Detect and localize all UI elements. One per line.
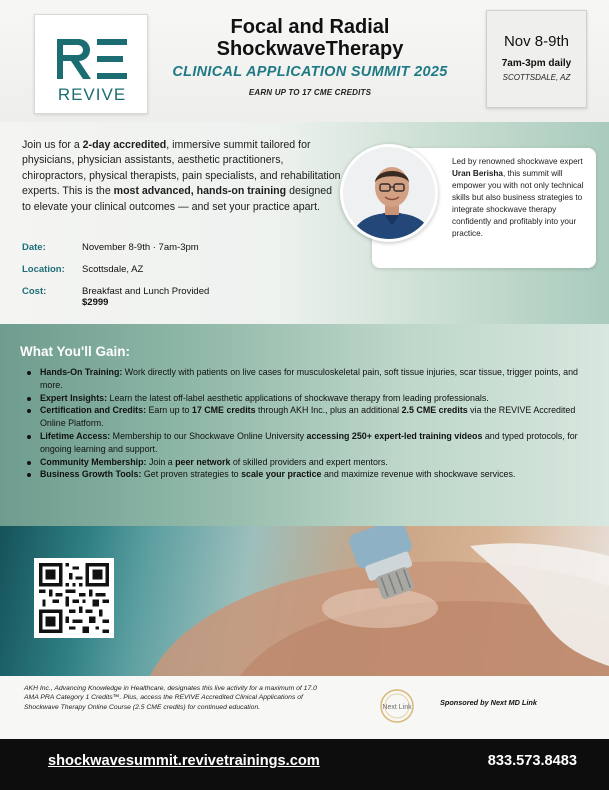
event-time: 7am-3pm daily: [501, 58, 572, 69]
gain-bold: 2.5 CME credits: [401, 405, 468, 416]
cme-credits-note: EARN UP TO 17 CME CREDITS: [248, 88, 372, 97]
quote-text-1: Led by renowned shockwave expert: [452, 157, 583, 166]
intro-section: [0, 122, 609, 324]
intro-text-3: designed to elevate your clinical outcomes — and set your practice apart.: [22, 185, 333, 213]
gains-title: What You'll Gain:: [20, 344, 130, 359]
gain-item-lifetime: [26, 430, 586, 456]
gain-text: Membership to our Shockwave Online University: [110, 430, 307, 441]
quote-text-2: , this summit will empower you with not only technical skills but also business strategies to integrate shockwave therapy confidently and profitably into your practice.: [452, 169, 584, 238]
gain-text: Learn the latest off-label aesthetic applications of shockwave therapy from leading professionals.: [107, 392, 489, 403]
revive-logo: [34, 14, 148, 114]
gain-text: and typed protocols, for ongoing learning and support.: [40, 430, 578, 454]
bullet-icon: [27, 435, 31, 439]
portrait-photo: [340, 144, 438, 242]
gain-item-community: [26, 456, 586, 469]
cost-includes: Breakfast and Lunch Provided: [82, 286, 210, 297]
treatment-photo: [0, 526, 609, 676]
bullet-icon: [27, 409, 31, 413]
gain-item-certification: [26, 404, 586, 430]
title-block: [160, 16, 460, 97]
gain-item-hands-on: [26, 366, 586, 392]
speaker-quote: [452, 156, 592, 240]
website-link[interactable]: shockwavesummit.revivetrainings.com: [48, 753, 320, 769]
cost-price: $2999: [82, 297, 109, 308]
phone-number[interactable]: 833.573.8483: [487, 753, 577, 769]
revive-logo-icon: [55, 37, 129, 81]
bullet-icon: [27, 397, 31, 401]
cost-value: [82, 286, 209, 308]
event-location: SCOTTSDALE, AZ: [502, 73, 571, 82]
gain-lead: Business Growth Tools:: [40, 469, 142, 480]
gain-text: via the REVIVE Accredited Online Platform.: [40, 405, 576, 429]
intro-bold-1: 2-day accredited: [82, 139, 167, 151]
page-title-line2: ShockwaveTherapy: [216, 38, 404, 60]
qr-code-pattern: [39, 563, 109, 633]
gain-text: of skilled providers and expert mentors.: [230, 456, 388, 467]
nml-logo-text: Next Link: [382, 704, 412, 711]
next-md-link-logo-icon: [366, 688, 428, 724]
gain-text: and maximize revenue with shockwave services.: [321, 469, 516, 480]
gain-text: Join a: [146, 456, 176, 467]
intro-text-2: , immersive summit tailored for physicians, physician assistants, aesthetic practitioners, chiropractors, physical therapists, pain specialists, and rehabilitation experts. This is the: [22, 139, 341, 198]
date-label: Date:: [22, 242, 46, 253]
gains-section: [0, 324, 609, 526]
sponsor-text: Sponsored by Next MD Link: [440, 698, 537, 707]
event-date-box: [486, 10, 587, 108]
gain-item-business: [26, 468, 586, 481]
gain-text: Get proven strategies to: [141, 469, 242, 480]
intro-bold-2: most advanced, hands-on training: [113, 185, 287, 198]
location-value: Scottsdale, AZ: [82, 264, 144, 275]
gain-lead: Community Membership:: [40, 456, 147, 467]
cost-label: Cost:: [22, 286, 47, 297]
accreditation-section: [0, 676, 609, 739]
gain-lead: Certification and Credits:: [40, 405, 147, 416]
accreditation-note: AKH Inc., Advancing Knowledge in Healthcare, designates this live activity for a maximum of 17.0 AMA PRA Category 1 Credits™. Plus, access the REVIVE Accredited Clinical Applications of Shockwave Therapy Online Course (2.5 CME credits) for continued education.: [24, 685, 317, 711]
gain-item-expert: [26, 392, 586, 405]
speaker-name: Uran Berisha: [452, 169, 503, 178]
gain-lead: Lifetime Access:: [40, 430, 111, 441]
qr-code-icon[interactable]: [34, 558, 114, 638]
gain-lead: Hands-On Training:: [40, 367, 123, 377]
footer-bar: [0, 739, 609, 790]
gain-bold: accessing 250+ expert-led training videos: [306, 430, 483, 441]
bullet-icon: [27, 461, 31, 465]
gain-bold: scale your practice: [241, 469, 322, 480]
intro-paragraph: [22, 138, 342, 215]
bullet-icon: [27, 473, 31, 477]
bullet-icon: [27, 371, 31, 375]
gain-bold: peer network: [175, 456, 231, 467]
event-date: Nov 8-9th: [503, 33, 570, 50]
gain-text: through AKH Inc., plus an additional: [255, 405, 402, 416]
gain-bold: 17 CME credits: [191, 405, 256, 416]
gains-list: [26, 366, 586, 481]
gain-text: Earn up to: [146, 405, 192, 416]
gain-text: Work directly with patients on live cases for musculoskeletal pain, soft tissue injuries, scar tissue, trigger points, and more.: [40, 367, 578, 390]
gain-lead: Expert Insights:: [40, 392, 108, 403]
location-label: Location:: [22, 264, 65, 275]
logo-wordmark: REVIVE: [57, 85, 127, 104]
summit-subtitle: CLINICAL APPLICATION SUMMIT 2025: [172, 64, 448, 80]
page-title-line1: Focal and Radial: [230, 16, 390, 38]
date-value: November 8-9th · 7am-3pm: [82, 242, 199, 253]
intro-text-1: Join us for a: [22, 139, 83, 151]
header: [0, 0, 609, 122]
